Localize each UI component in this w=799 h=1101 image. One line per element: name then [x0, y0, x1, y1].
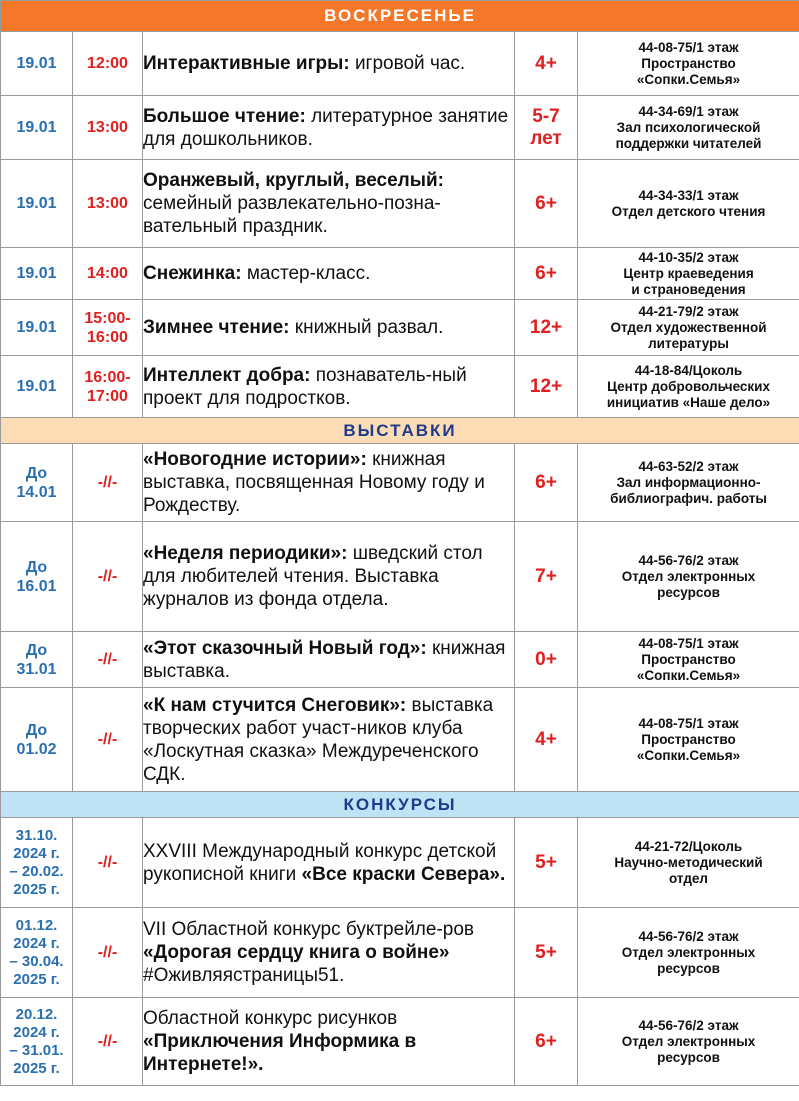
exhibition-date: До 31.01	[1, 632, 73, 688]
event-time: 12:00	[73, 32, 143, 96]
event-time: 15:00- 16:00	[73, 300, 143, 356]
event-description: Зимнее чтение: книжный развал.	[143, 300, 515, 356]
contest-description: Областной конкурс рисунков «Приключения Информика в Интернете!».	[143, 998, 515, 1086]
event-description: Интеллект добра: познаватель-ный проект для подростков.	[143, 356, 515, 418]
event-time: 16:00- 17:00	[73, 356, 143, 418]
age-rating: 4+	[515, 688, 578, 792]
exhibition-description: «Новогодние истории»: книжная выставка, посвященная Новому году и Рождеству.	[143, 444, 515, 522]
event-date: 19.01	[1, 160, 73, 248]
exhibition-row	[1, 688, 799, 792]
exhibition-description: «К нам стучится Снеговик»: выставка творческих работ участ-ников клуба «Лоскутная сказка» Междуреченского СДК.	[143, 688, 515, 792]
exhibition-location: 44-63-52/2 этаж Зал информационно- библиографич. работы	[578, 444, 799, 522]
exhibition-date: До 01.02	[1, 688, 73, 792]
exhibition-title: «Этот сказочный Новый год»:	[143, 637, 427, 659]
event-time: 13:00	[73, 96, 143, 160]
contest-time: -//-	[73, 908, 143, 998]
section-title: ВЫСТАВКИ	[1, 418, 799, 444]
event-row	[1, 160, 799, 248]
event-row	[1, 248, 799, 300]
event-location: 44-34-33/1 этаж Отдел детского чтения	[578, 160, 799, 248]
contest-row	[1, 998, 799, 1086]
event-description: Интерактивные игры: игровой час.	[143, 32, 515, 96]
event-date: 19.01	[1, 32, 73, 96]
contest-description: VII Областной конкурс буктрейле-ров «Дорогая сердцу книга о войне» #Оживляястраницы51.	[143, 908, 515, 998]
exhibition-time: -//-	[73, 688, 143, 792]
age-rating: 6+	[515, 998, 578, 1086]
event-title: Снежинка:	[143, 263, 242, 284]
event-description: Снежинка: мастер-класс.	[143, 248, 515, 300]
exhibition-time: -//-	[73, 632, 143, 688]
event-location: 44-34-69/1 этаж Зал психологической поддержки читателей	[578, 96, 799, 160]
contest-date: 20.12. 2024 г. – 31.01. 2025 г.	[1, 998, 73, 1086]
age-rating: 12+	[515, 300, 578, 356]
contest-date: 01.12. 2024 г. – 30.04. 2025 г.	[1, 908, 73, 998]
event-row	[1, 32, 799, 96]
exhibition-row	[1, 632, 799, 688]
section-header-sunday	[1, 1, 799, 32]
exhibition-description: «Неделя периодики»: шведский стол для любителей чтения. Выставка журналов из фонда отдела.	[143, 522, 515, 632]
event-title: Зимнее чтение:	[143, 317, 290, 338]
exhibition-date: До 16.01	[1, 522, 73, 632]
exhibition-time: -//-	[73, 522, 143, 632]
exhibition-location: 44-08-75/1 этаж Пространство «Сопки.Семья»	[578, 632, 799, 688]
age-rating: 7+	[515, 522, 578, 632]
event-title: Оранжевый, круглый, веселый:	[143, 170, 444, 191]
exhibition-time: -//-	[73, 444, 143, 522]
contest-row	[1, 908, 799, 998]
event-description: Оранжевый, круглый, веселый: семейный развлекательно-позна-вательный праздник.	[143, 160, 515, 248]
event-location: 44-18-84/Цоколь Центр добровольческих инициатив «Наше дело»	[578, 356, 799, 418]
exhibition-location: 44-56-76/2 этаж Отдел электронных ресурсов	[578, 522, 799, 632]
age-rating: 5+	[515, 818, 578, 908]
age-rating: 0+	[515, 632, 578, 688]
event-row	[1, 96, 799, 160]
age-rating: 5-7 лет	[515, 96, 578, 160]
contest-time: -//-	[73, 818, 143, 908]
exhibition-title: «Новогодние истории»:	[143, 449, 367, 470]
event-date: 19.01	[1, 96, 73, 160]
event-title: Большое чтение:	[143, 105, 306, 127]
event-description: Большое чтение: литературное занятие для дошкольников.	[143, 96, 515, 160]
contest-location: 44-56-76/2 этаж Отдел электронных ресурсов	[578, 908, 799, 998]
age-rating: 5+	[515, 908, 578, 998]
contest-time: -//-	[73, 998, 143, 1086]
section-title: КОНКУРСЫ	[1, 792, 799, 818]
event-time: 14:00	[73, 248, 143, 300]
event-title: Интерактивные игры:	[143, 53, 350, 74]
event-date: 19.01	[1, 248, 73, 300]
exhibition-description: «Этот сказочный Новый год»: книжная выставка.	[143, 632, 515, 688]
contest-title: «Все краски Севера».	[301, 863, 506, 885]
section-header-contests	[1, 792, 799, 818]
contest-location: 44-21-72/Цоколь Научно-методический отдел	[578, 818, 799, 908]
contest-date: 31.10. 2024 г. – 20.02. 2025 г.	[1, 818, 73, 908]
event-date: 19.01	[1, 300, 73, 356]
age-rating: 6+	[515, 444, 578, 522]
age-rating: 12+	[515, 356, 578, 418]
event-time: 13:00	[73, 160, 143, 248]
exhibition-row	[1, 444, 799, 522]
event-title: Интеллект добра:	[143, 364, 311, 386]
contest-title: «Приключения Информика в Интернете!».	[143, 1031, 417, 1075]
contest-description: XXVIII Международный конкурс детской рукописной книги «Все краски Севера».	[143, 818, 515, 908]
event-location: 44-08-75/1 этаж Пространство «Сопки.Семья»	[578, 32, 799, 96]
exhibition-title: «Неделя периодики»:	[143, 543, 348, 564]
event-location: 44-10-35/2 этаж Центр краеведения и страноведения	[578, 248, 799, 300]
age-rating: 6+	[515, 248, 578, 300]
event-date: 19.01	[1, 356, 73, 418]
exhibition-row	[1, 522, 799, 632]
event-location: 44-21-79/2 этаж Отдел художественной литературы	[578, 300, 799, 356]
exhibition-date: До 14.01	[1, 444, 73, 522]
age-rating: 4+	[515, 32, 578, 96]
exhibition-location: 44-08-75/1 этаж Пространство «Сопки.Семья»	[578, 688, 799, 792]
contest-title: «Дорогая сердцу книга о войне»	[143, 942, 450, 963]
age-rating: 6+	[515, 160, 578, 248]
section-title: ВОСКРЕСЕНЬЕ	[1, 1, 799, 32]
event-row	[1, 356, 799, 418]
contest-location: 44-56-76/2 этаж Отдел электронных ресурсов	[578, 998, 799, 1086]
contest-row	[1, 818, 799, 908]
exhibition-title: «К нам стучится Снеговик»:	[143, 694, 407, 716]
section-header-exhibitions	[1, 418, 799, 444]
event-row	[1, 300, 799, 356]
